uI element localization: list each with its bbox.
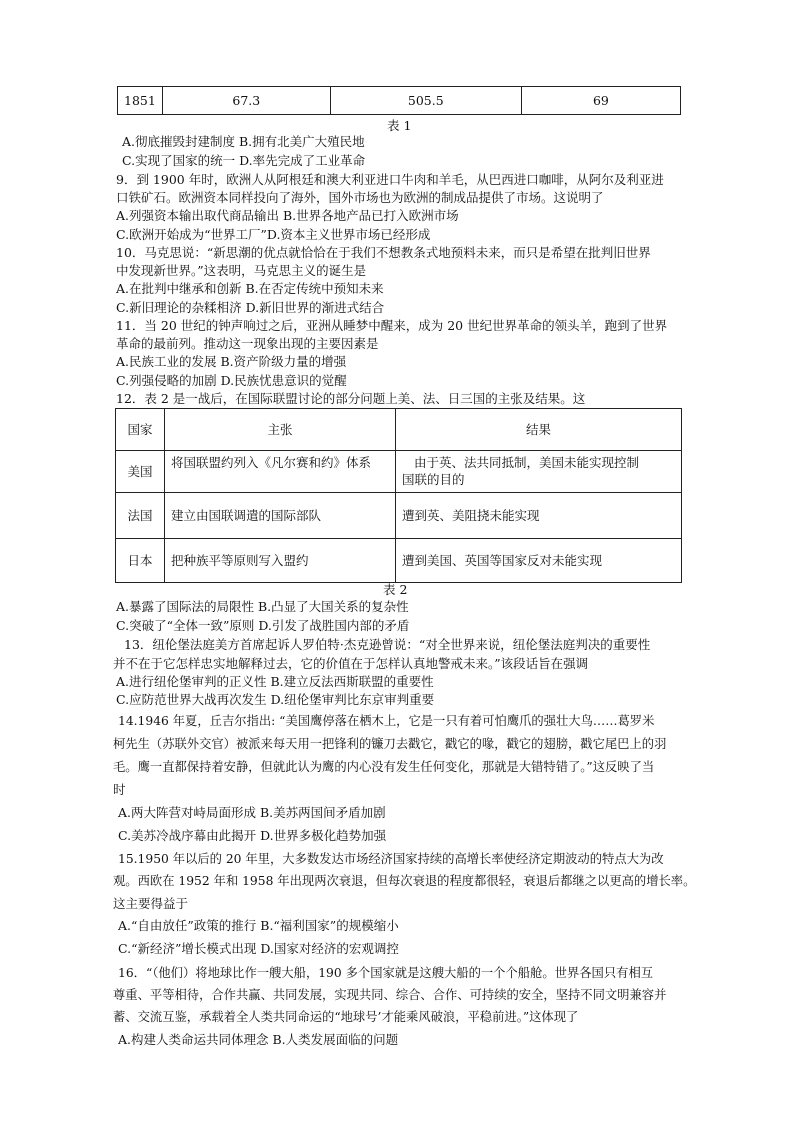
table-cell: 遭到美国、英国等国家反对未能实现: [396, 539, 682, 583]
q16-options-ab: A.构建人类命运共同体理念 B.人类发展面临的问题: [118, 1032, 399, 1047]
q9-stem: 口铁矿石。欧洲资本同样投向了海外，国外市场也为欧洲的制成品提供了市场。这说明了: [116, 190, 604, 205]
table-cell-year: 1851: [118, 87, 163, 115]
table-1-caption: 表 1: [387, 118, 412, 133]
q9-options-cd: C.欧洲开始成为“世界工厂”D.资本主义世界市场已经形成: [116, 227, 431, 242]
q12-stem: 12．表 2 是一战后，在国际联盟讨论的部分问题上美、法、日三国的主张及结果。这: [116, 391, 586, 406]
q16-stem: 蓄、交流互鉴，承载着全人类共同命运的“地球号’才能乘风破浪，平稳前进。”这体现了: [113, 1010, 579, 1024]
q11-stem: 革命的最前列。推动这一现象出现的主要因素是: [116, 336, 379, 351]
q10-stem: 10．马克思说：“新思潮的优点就恰恰在于我们不想教条式地预料未来，而只是希望在批判旧世界: [116, 245, 651, 260]
q13-options-cd: C.应防范世界大战再次发生 D.纽伦堡审判比东京审判重要: [116, 692, 435, 707]
table-1: [117, 86, 681, 115]
q15-stem: 观。西欧在 1952 年和 1958 年出现两次衰退，但每次衰退的程度都很轻，衰退后都继之以更高的增长率。: [113, 874, 696, 888]
q12-options-cd: C.突破了“全体一致”原则 D.引发了战胜国内部的矛盾: [116, 618, 410, 633]
q9-stem: 9．到 1900 年时，欧洲人从阿根廷和澳大利亚进口牛肉和羊毛，从巴西进口咖啡，从阿尔及利亚进: [116, 172, 664, 187]
table-row: [116, 493, 682, 539]
table-cell: 遭到英、美阻挠未能实现: [396, 493, 682, 539]
q11-stem: 11．当 20 世纪的钟声响过之后，亚洲从睡梦中醒来，成为 20 世纪世界革命的领头羊，跑到了世界: [116, 318, 668, 333]
table-cell: 建立由国联调遣的国际部队: [165, 493, 396, 539]
q14-options-ab: A.两大阵营对峙局面形成 B.美苏两国间矛盾加剧: [118, 805, 386, 820]
q16-stem: 尊重、平等相待，合作共赢、共同发展，实现共同、综合、合作、可持续的安全，坚持不同文明兼容并: [113, 988, 667, 1002]
table-cell: [396, 451, 682, 493]
table-cell: 法国: [116, 493, 165, 539]
q14-options-cd: C.美苏冷战序幕由此揭开 D.世界多极化趋势加强: [118, 828, 387, 843]
q14-stem: 柯先生（苏联外交官）被派来每天用一把锋利的镰刀去戳它，戳它的喙，戳它的翅膀，戳它尾巴上的羽: [113, 737, 667, 751]
table-cell: 505.5: [330, 87, 521, 115]
q10-stem: 中发现新世界。”这表明，马克思主义的诞生是: [116, 263, 367, 278]
q14-stem: 毛。鹰一直都保持着安静，但就此认为鹰的内心没有发生任何变化，那就是大错特错了。”这反映了当: [113, 760, 655, 774]
q15-options-ab: A.“自由放任”政策的推行 B.“福利国家”的规模缩小: [118, 918, 399, 933]
table-cell-line: 由于英、法共同抵制，美国未能实现控制: [414, 455, 640, 470]
table-header-cell: 主张: [165, 409, 396, 451]
table-cell: 将国联盟约列入《凡尔赛和约》体系: [165, 451, 396, 493]
table-header-cell: 国家: [116, 409, 165, 451]
table-header-cell: 结果: [396, 409, 682, 451]
q11-options-ab: A.民族工业的发展 B.资产阶级力量的增强: [116, 354, 347, 369]
q10-options-cd: C.新旧理论的杂糅相济 D.新旧世界的渐进式结合: [116, 300, 385, 315]
q13-stem: 13．纽伦堡法庭美方首席起诉人罗伯特·杰克逊曾说：“对全世界来说，纽伦堡法庭判决的重要性: [124, 637, 651, 652]
table-header-row: [116, 409, 682, 451]
q14-stem: 14.1946 年夏，丘吉尔指出: “美国鹰停落在栖木上，它是一只有着可怕鹰爪的强壮大鸟……葛罗米: [118, 714, 655, 728]
table-row: [116, 539, 682, 583]
q8-options-cd: C.实现了国家的统一 D.率先完成了工业革命: [122, 153, 366, 168]
q15-options-cd: C.“新经济”增长模式出现 D.国家对经济的宏观调控: [118, 941, 399, 956]
q16-stem: 16．“（他们）将地球比作一艘大船，190 多个国家就是这艘大船的一个个船舱。世界各国只有相互: [118, 966, 654, 980]
q8-options-ab: A.彻底摧毁封建制度 B.拥有北美广大殖民地: [122, 134, 365, 149]
table-cell: 67.3: [162, 87, 330, 115]
table-cell: 日本: [116, 539, 165, 583]
q14-stem: 时: [113, 782, 126, 797]
q15-stem: 这主要得益于: [113, 896, 189, 911]
table-2-caption: 表 2: [383, 582, 408, 597]
table-cell-line: 国联的目的: [402, 472, 465, 487]
table-cell: 把种族平等原则写入盟约: [165, 539, 396, 583]
table-cell: 69: [521, 87, 680, 115]
q13-options-ab: A.进行纽伦堡审判的正义性 B.建立反法西斯联盟的重要性: [116, 674, 434, 689]
table-row: [116, 451, 682, 493]
q10-options-ab: A.在批判中继承和创新 B.在否定传统中预知未来: [116, 281, 384, 296]
table-cell: 美国: [116, 451, 165, 493]
q9-options-ab: A.列强资本输出取代商品输出 B.世界各地产品已打入欧洲市场: [116, 208, 459, 223]
table-row: [118, 87, 681, 115]
q11-options-cd: C.列强侵略的加剧 D.民族忧患意识的觉醒: [116, 373, 347, 388]
q13-stem: 并不在于它怎样忠实地解释过去，它的价值在于怎样认真地警戒未来。”该段话旨在强调: [113, 656, 589, 671]
table-2: [115, 408, 682, 583]
q12-options-ab: A.暴露了国际法的局限性 B.凸显了大国关系的复杂性: [116, 599, 409, 614]
q15-stem: 15.1950 年以后的 20 年里，大多数发达市场经济国家持续的高增长率使经济定期波动的特点大为改: [118, 852, 664, 866]
